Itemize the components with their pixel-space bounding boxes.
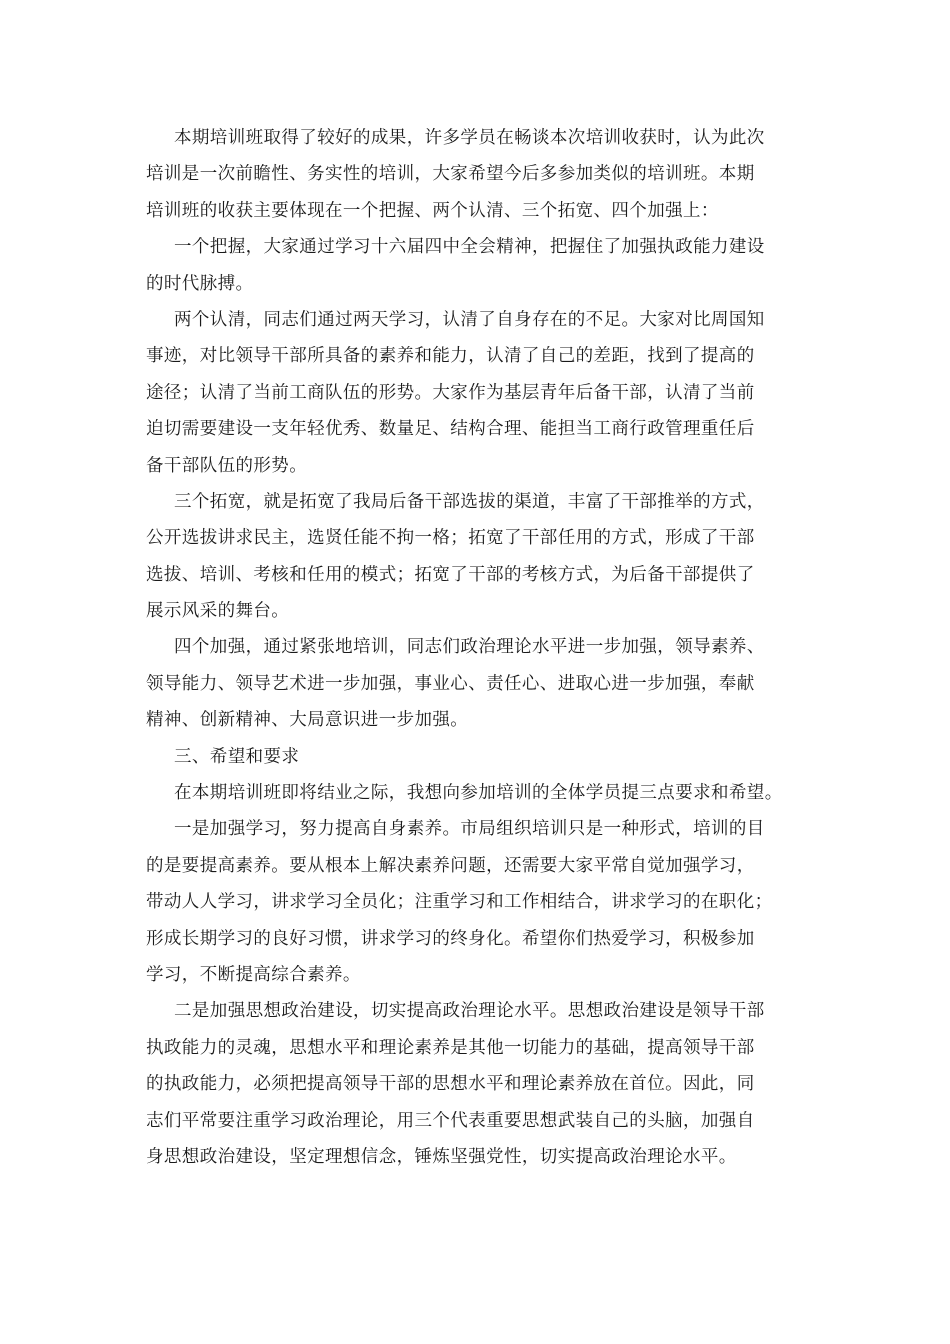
paragraph-line: 迫切需要建设一支年轻优秀、数量足、结构合理、能担当工商行政管理重任后 <box>146 419 755 440</box>
paragraph-line: 展示风采的舞台。 <box>146 601 290 622</box>
paragraph-line: 学习，不断提高综合素养。 <box>146 964 361 985</box>
paragraph-line: 的执政能力，必须把提高领导干部的思想水平和理论素养放在首位。因此，同 <box>146 1074 755 1095</box>
paragraph-line: 培训班的收获主要体现在一个把握、两个认清、三个拓宽、四个加强上： <box>146 200 719 221</box>
paragraph-first-line: 两个认清，同志们通过两天学习，认清了自身存在的不足。大家对比周国知 <box>174 309 765 330</box>
paragraph-line: 的是要提高素养。要从根本上解决素养问题，还需要大家平常自觉加强学习， <box>146 855 755 876</box>
paragraph-line: 途径；认清了当前工商队伍的形势。大家作为基层青年后备干部，认清了当前 <box>146 382 755 403</box>
paragraph-line: 形成长期学习的良好习惯，讲求学习的终身化。希望你们热爱学习，积极参加 <box>146 928 755 949</box>
paragraph-first-line: 四个加强，通过紧张地培训，同志们政治理论水平进一步加强，领导素养、 <box>174 637 765 658</box>
paragraph-first-line: 三、希望和要求 <box>174 746 300 767</box>
paragraph-line: 公开选拔讲求民主，选贤任能不拘一格；拓宽了干部任用的方式，形成了干部 <box>146 528 755 549</box>
paragraph-line: 的时代脉搏。 <box>146 273 254 294</box>
paragraph-line: 精神、创新精神、大局意识进一步加强。 <box>146 710 469 731</box>
paragraph-line: 带动人人学习，讲求学习全员化；注重学习和工作相结合，讲求学习的在职化； <box>146 892 773 913</box>
paragraph-first-line: 在本期培训班即将结业之际，我想向参加培训的全体学员提三点要求和希望。 <box>174 783 783 804</box>
paragraph-first-line: 二是加强思想政治建设，切实提高政治理论水平。思想政治建设是领导干部 <box>174 1001 765 1022</box>
paragraph-line: 志们平常要注重学习政治理论，用三个代表重要思想武装自己的头脑，加强自 <box>146 1110 755 1131</box>
paragraph-line: 执政能力的灵魂，思想水平和理论素养是其他一切能力的基础，提高领导干部 <box>146 1037 755 1058</box>
paragraph-first-line: 本期培训班取得了较好的成果，许多学员在畅谈本次培训收获时，认为此次 <box>174 128 765 148</box>
paragraph-line: 事迹，对比领导干部所具备的素养和能力，认清了自己的差距，找到了提高的 <box>146 346 755 367</box>
paragraph-line: 备干部队伍的形势。 <box>146 455 308 476</box>
paragraph-line: 身思想政治建设，坚定理想信念，锤炼坚强党性，切实提高政治理论水平。 <box>146 1146 737 1167</box>
paragraph-line: 领导能力、领导艺术进一步加强，事业心、责任心、进取心进一步加强，奉献 <box>146 673 755 694</box>
paragraph-first-line: 一个把握，大家通过学习十六届四中全会精神，把握住了加强执政能力建设 <box>174 237 765 258</box>
paragraph-first-line: 一是加强学习，努力提高自身素养。市局组织培训只是一种形式，培训的目 <box>174 819 765 840</box>
paragraph-line: 选拔、培训、考核和任用的模式；拓宽了干部的考核方式，为后备干部提供了 <box>146 564 755 585</box>
paragraph-line: 培训是一次前瞻性、务实性的培训，大家希望今后多参加类似的培训班。本期 <box>146 164 755 185</box>
document-body <box>146 120 836 1175</box>
paragraph-first-line: 三个拓宽，就是拓宽了我局后备干部选拔的渠道，丰富了干部推举的方式， <box>174 491 765 512</box>
